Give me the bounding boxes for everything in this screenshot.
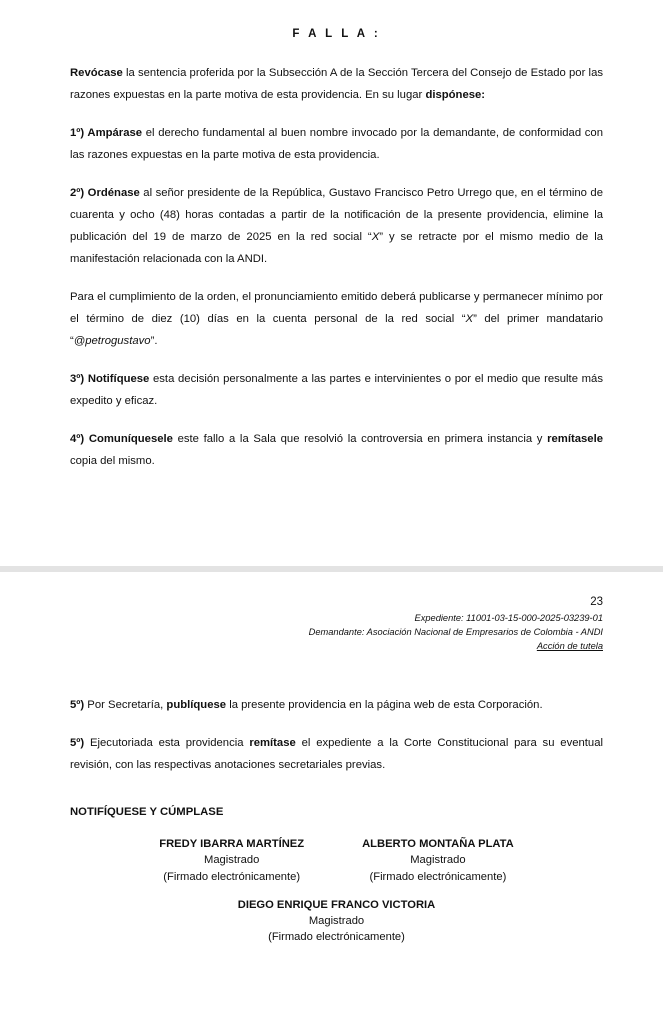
text-run: 3º) Notifíquese <box>70 373 150 386</box>
text-run: esta decisión personalmente a las partes e intervinientes o por el medio que resulte más expedito y eficaz. <box>70 373 603 408</box>
text-run: 1º) Ampárase <box>70 127 143 140</box>
text-run: Revócase <box>70 67 123 79</box>
page-2-body <box>70 694 603 776</box>
text-run: ”. <box>150 335 158 348</box>
text-run: el derecho fundamental al buen nombre invocado por la demandante, de conformidad con las razones expuestas en la parte motiva de esta providencia. <box>70 127 603 162</box>
signature-name: DIEGO ENRIQUE FRANCO VICTORIA <box>237 898 436 911</box>
text-run: copia del mismo. <box>70 455 155 468</box>
text-run: Por Secretaría, <box>84 699 167 712</box>
text-run: Para el cumplimiento de la orden, el pronunciamiento emitido deberá publicarse y permanecer mínimo por el término de diez (10) días en la cuenta personal de la red social “ <box>70 291 603 326</box>
text-run: al señor presidente de la República, Gustavo Francisco Petro Urrego que, en el término de cuarenta y ocho (48) horas contadas a partir de la notificación de la presente providencia, elimine la publicación del 19 de marzo de 2025 en la red social “ <box>70 187 603 244</box>
header-line: Acción de tutela <box>536 641 603 652</box>
signature-note: (Firmado electrónicamente) <box>163 870 301 883</box>
text-run: 5º) <box>70 699 85 712</box>
signature-note: (Firmado electrónicamente) <box>369 870 507 883</box>
page-number: 23 <box>590 596 603 608</box>
paragraph-cumplimiento <box>70 286 603 352</box>
text-run: 2º) Ordénase <box>70 187 140 200</box>
document-page-2 <box>0 572 663 1024</box>
page-1-body <box>70 62 603 472</box>
text-run: publíquese <box>166 699 227 712</box>
page-2-header <box>70 594 603 654</box>
paragraph-revocase <box>70 62 603 106</box>
signature-row <box>70 836 603 885</box>
text-run: 4º) Comuníquesele <box>70 433 173 446</box>
paragraph-punto-1 <box>70 122 603 166</box>
signature-role: Magistrado <box>410 854 466 867</box>
text-run: la presente providencia en la página web de esta Corporación. <box>226 699 543 712</box>
paragraph-punto-3 <box>70 368 603 412</box>
text-run: Ejecutoriada esta providencia <box>84 737 250 750</box>
signature-block <box>238 897 435 946</box>
signature-center <box>70 897 603 946</box>
signature-block <box>362 836 514 885</box>
signature-role: Magistrado <box>204 854 260 867</box>
header-line: Demandante: Asociación Nacional de Empresarios de Colombia - ANDI <box>308 627 603 638</box>
text-run: ” del primer mandatario “ <box>70 313 604 348</box>
signature-name: FREDY IBARRA MARTÍNEZ <box>159 838 305 851</box>
text-run: el expediente a la Corte Constitucional para su eventual revisión, con las respectivas anotaciones secretariales previas. <box>70 737 603 772</box>
signature-block <box>159 836 304 885</box>
paragraph-punto-5b <box>70 732 603 776</box>
paragraph-punto-2 <box>70 182 603 270</box>
text-run: remítase <box>249 737 296 750</box>
paragraph-punto-4 <box>70 428 603 472</box>
text-run: X <box>371 231 380 244</box>
text-run: ” y se retracte por el mismo medio de la manifestación relacionada con la ANDI. <box>70 231 603 266</box>
signature-role: Magistrado <box>308 915 365 928</box>
text-run: X <box>465 313 474 326</box>
expediente-header <box>70 612 603 654</box>
paragraph-punto-5a <box>70 694 603 716</box>
text-run: la sentencia proferida por la Subsección A de la Sección Tercera del Consejo de Estado por las razones expuestas en la parte motiva de esta providencia. En su lugar <box>70 67 603 102</box>
text-run: @petrogustavo <box>73 335 151 348</box>
text-run: 5º) <box>70 737 85 750</box>
text-run: este fallo a la Sala que resolvió la controversia en primera instancia y <box>172 433 548 446</box>
signature-name: ALBERTO MONTAÑA PLATA <box>362 838 514 851</box>
page-title: F A L L A : <box>292 28 381 40</box>
signature-note: (Firmado electrónicamente) <box>268 931 405 944</box>
text-run: remítasele <box>547 433 603 446</box>
header-line: Expediente: 11001-03-15-000-2025-03239-01 <box>414 613 603 624</box>
notifiquese-heading: NOTIFÍQUESE Y CÚMPLASE <box>70 806 224 819</box>
text-run: dispónese: <box>425 89 486 102</box>
